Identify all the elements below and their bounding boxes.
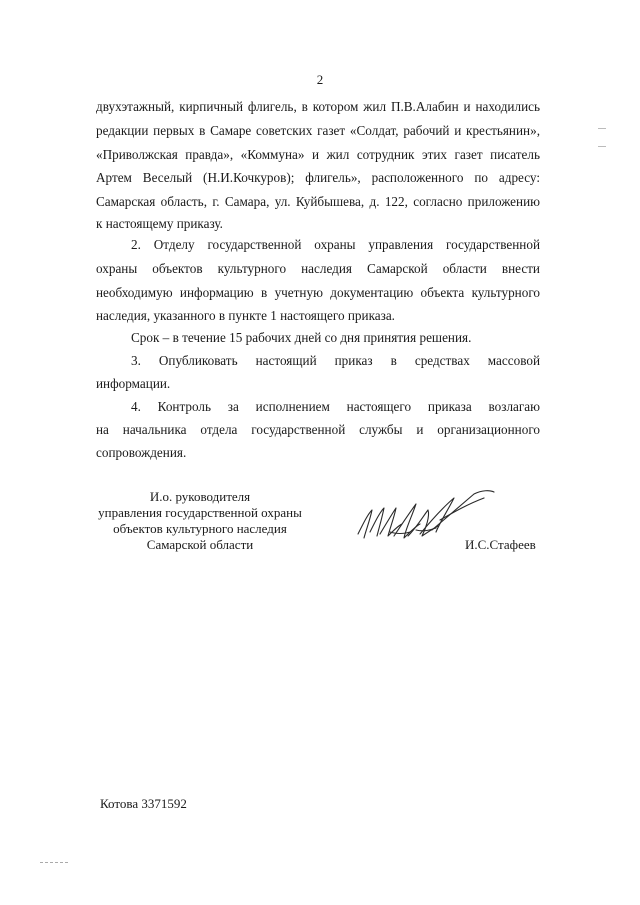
body-line-12: 3. Опубликовать настоящий приказ в средствах массовой: [131, 353, 540, 368]
body-line-6: к настоящему приказу.: [96, 216, 223, 231]
signatory-position: [80, 489, 320, 553]
signatory-line-4: Самарской области: [146, 537, 254, 552]
body-line-14: 4. Контроль за исполнением настоящего приказа возлагаю: [131, 399, 540, 414]
body-line-3: «Приволжская правда», «Коммуна» и жил сотрудник этих газет писатель: [96, 147, 540, 162]
scan-artifact: [40, 862, 68, 864]
body-line-16: сопровождения.: [96, 445, 187, 460]
body-line-5: Самарская область, г. Самара, ул. Куйбышева, д. 122, согласно приложению: [96, 194, 540, 209]
body-line-15: на начальника отдела государственной службы и организационного: [96, 422, 540, 437]
executor-info: Котова 3371592: [100, 796, 187, 811]
signatory-line-1: И.о. руководителя: [149, 489, 251, 504]
body-line-7: 2. Отделу государственной охраны управления государственной: [131, 237, 540, 252]
body-line-10: наследия, указанного в пункте 1 настоящего приказа.: [96, 308, 395, 323]
body-line-2: редакции первых в Самаре советских газет «Солдат, рабочий и крестьянин»,: [96, 123, 540, 138]
signatory-name: И.С.Стафеев: [465, 537, 536, 552]
signatory-line-2: управления государственной охраны: [98, 505, 302, 520]
body-line-1: двухэтажный, кирпичный флигель, в котором жил П.В.Алабин и находились: [96, 99, 540, 114]
body-line-9: необходимую информацию в учетную документацию объекта культурного: [96, 285, 540, 300]
scan-artifact: [598, 128, 606, 129]
body-line-4: Артем Веселый (Н.И.Кочкуров); флигель», расположенного по адресу:: [96, 170, 540, 185]
body-line-8: охраны объектов культурного наследия Самарской области внести: [96, 261, 540, 276]
page-number: 2: [316, 72, 324, 87]
body-line-11: Срок – в течение 15 рабочих дней со дня принятия решения.: [131, 330, 472, 345]
body-line-13: информации.: [96, 376, 171, 391]
scan-artifact: [598, 146, 606, 147]
signatory-line-3: объектов культурного наследия: [113, 521, 287, 536]
